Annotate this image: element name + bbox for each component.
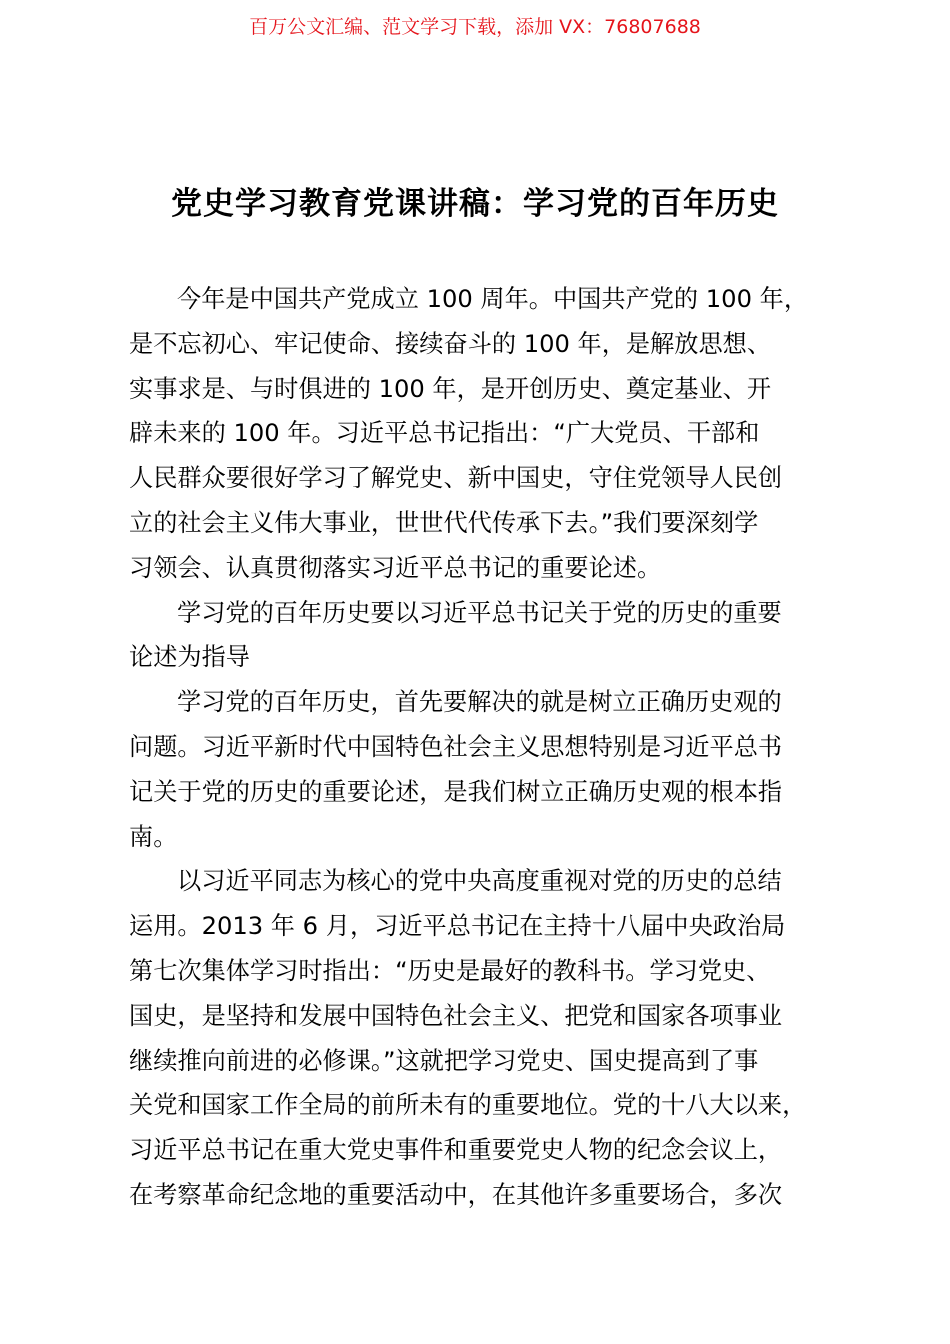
paragraph-line: 记关于党的历史的重要论述，是我们树立正确历史观的根本指 <box>129 777 783 806</box>
paragraph-line: 实事求是、与时俱进的 100 年，是开创历史、奠定基业、开 <box>129 374 772 403</box>
paragraph-line: 辟未来的 100 年。习近平总书记指出：“广大党员、干部和 <box>129 419 760 448</box>
paragraph-line: 论述为指导 <box>129 643 250 672</box>
paragraph-3 <box>129 859 829 1217</box>
paragraph-line: 今年是中国共产党成立 100 周年。中国共产党的 100 年， <box>177 285 809 313</box>
promo-banner: 百万公文汇编、范文学习下载，添加 VX：76807688 <box>249 16 701 38</box>
paragraph-line: 学习党的百年历史要以习近平总书记关于党的历史的重要 <box>177 598 782 627</box>
paragraph-line: 国史，是坚持和发展中国特色社会主义、把党和国家各项事业 <box>129 1001 783 1030</box>
paragraph-line: 运用。2013 年 6 月，习近平总书记在主持十八届中央政治局 <box>129 912 786 941</box>
paragraph-line: 人民群众要很好学习了解党史、新中国史，守住党领导人民创 <box>129 464 783 493</box>
paragraph-line: 关党和国家工作全局的前所未有的重要地位。党的十八大以来， <box>129 1091 807 1120</box>
document-title: 党史学习教育党课讲稿：学习党的百年历史 <box>171 186 779 222</box>
paragraph-line: 学习党的百年历史，首先要解决的就是树立正确历史观的 <box>177 688 782 717</box>
document-body <box>129 277 829 1218</box>
paragraph-line: 在考察革命纪念地的重要活动中，在其他许多重要场合，多次 <box>129 1180 783 1209</box>
paragraph-line: 以习近平同志为核心的党中央高度重视对党的历史的总结 <box>177 867 782 896</box>
paragraph-line: 习领会、认真贯彻落实习近平总书记的重要论述。 <box>129 553 662 582</box>
paragraph-line: 习近平总书记在重大党史事件和重要党史人物的纪念会议上， <box>129 1136 783 1165</box>
paragraph-line: 继续推向前进的必修课。”这就把学习党史、国史提高到了事 <box>129 1046 759 1075</box>
paragraph-line: 是不忘初心、牢记使命、接续奋斗的 100 年，是解放思想、 <box>129 329 772 358</box>
paragraph-1 <box>129 277 829 591</box>
paragraph-line: 立的社会主义伟大事业，世世代代传承下去。”我们要深刻学 <box>129 508 759 537</box>
paragraph-2 <box>129 680 829 859</box>
paragraph-line: 第七次集体学习时指出：“历史是最好的教科书。学习党史、 <box>129 956 771 985</box>
paragraph-line: 问题。习近平新时代中国特色社会主义思想特别是习近平总书 <box>129 732 783 761</box>
section-heading <box>129 591 829 681</box>
paragraph-line: 南。 <box>129 822 178 851</box>
